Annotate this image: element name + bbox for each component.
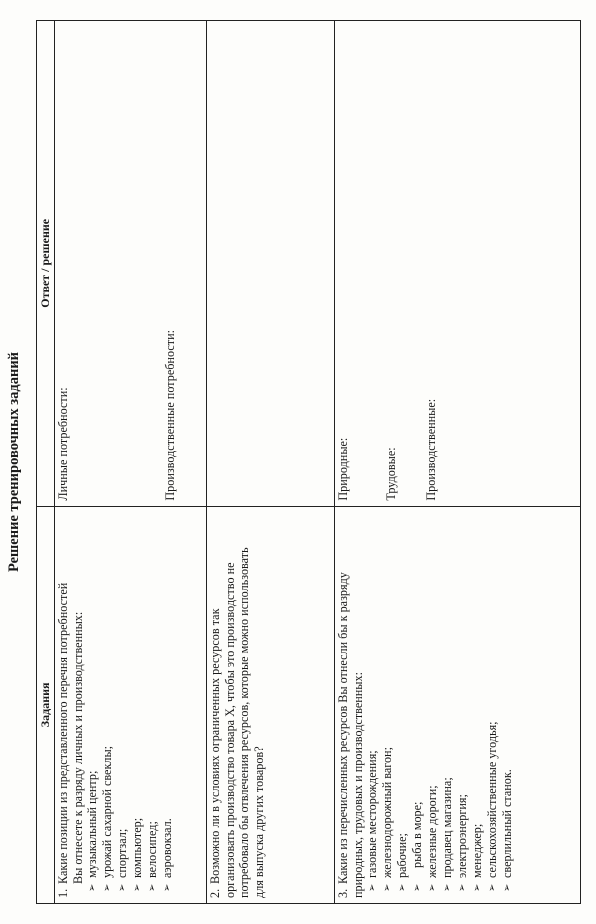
- answer-label: Природные:: [335, 437, 350, 501]
- arrow-bullet-icon: ➢: [132, 883, 144, 892]
- arrow-bullet-icon: ➢: [162, 883, 174, 892]
- answer-label: Производственные потребности:: [162, 330, 177, 501]
- question-line: Какие позиции из представленного перечня потребностей: [55, 582, 70, 884]
- arrow-bullet-icon: ➢: [502, 883, 514, 892]
- question-line: для выпуска других товаров?: [252, 746, 267, 898]
- list-item: ➢ сверлильный станок.: [500, 769, 515, 892]
- list-item: ➢ продавец магазина;: [440, 777, 455, 892]
- answer-cell: [54, 21, 206, 507]
- arrow-bullet-icon: ➢: [412, 883, 424, 892]
- table-row: [54, 21, 206, 904]
- table-row: [334, 21, 580, 904]
- question-line: Возможно ли в условиях ограниченных ресурсов так: [207, 608, 222, 884]
- task-cell: [206, 506, 334, 903]
- list-item: ➢ аэровокзал.: [160, 818, 175, 892]
- header-task: Задания: [37, 506, 55, 903]
- list-item: ➢ менеджер;: [470, 823, 485, 892]
- header-answer: Ответ / решение: [37, 21, 55, 507]
- page-title: Решение тренировочных заданий: [6, 351, 22, 573]
- tasks-table: [36, 20, 581, 904]
- arrow-bullet-icon: ➢: [457, 883, 469, 892]
- task-question: [56, 512, 86, 898]
- list-item: ➢ спортзал;: [115, 828, 130, 892]
- list-item: ➢ электроэнергия;: [455, 794, 470, 892]
- answer-label: Личные потребности:: [55, 387, 70, 501]
- question-line: организовать производство товара X, чтобы это производство не: [222, 562, 237, 898]
- options-list: [85, 512, 175, 898]
- list-item: ➢ урожай сахарной свеклы;: [100, 745, 115, 892]
- arrow-bullet-icon: ➢: [102, 883, 114, 892]
- arrow-bullet-icon: ➢: [427, 883, 439, 892]
- list-item: ➢ железные дороги;: [425, 785, 440, 892]
- task-number: 1.: [55, 888, 70, 898]
- list-item: ➢ железнодорожный вагон;: [380, 747, 395, 892]
- answer-cell: [334, 21, 580, 507]
- question-line: Вы отнесете к разряду личных и производственных:: [70, 611, 85, 884]
- arrow-bullet-icon: ➢: [87, 883, 99, 892]
- list-item: ➢ музыкальный центр;: [85, 770, 100, 892]
- arrow-bullet-icon: ➢: [367, 883, 379, 892]
- question-line: Какие из перечисленных ресурсов Вы отнесли бы к разряду: [335, 572, 350, 884]
- table-row: [206, 21, 334, 904]
- arrow-bullet-icon: ➢: [382, 883, 394, 892]
- arrow-bullet-icon: ➢: [487, 883, 499, 892]
- arrow-bullet-icon: ➢: [117, 883, 129, 892]
- answer-cell: [206, 21, 334, 507]
- arrow-bullet-icon: ➢: [397, 883, 409, 892]
- answer-label: Производственные:: [424, 398, 439, 501]
- task-cell: [54, 506, 206, 903]
- list-item: ➢ рабочие;: [395, 833, 410, 892]
- task-number: 3.: [335, 888, 350, 898]
- list-item: ➢ газовые месторождения;: [365, 750, 380, 892]
- question-line: природных, трудовых и производственных:: [350, 672, 365, 898]
- list-item: ➢ рыба в море;: [410, 801, 425, 892]
- arrow-bullet-icon: ➢: [147, 883, 159, 892]
- task-cell: [334, 506, 580, 903]
- arrow-bullet-icon: ➢: [472, 883, 484, 892]
- question-line: потребовало бы отвлечения ресурсов, которые можно использовать: [237, 547, 252, 898]
- list-item: ➢ компьютер;: [130, 817, 145, 892]
- task-question: [208, 512, 268, 898]
- table-header-row: [37, 21, 55, 904]
- task-question: [336, 512, 366, 898]
- list-item: ➢ велосипед;: [145, 821, 160, 892]
- task-number: 2.: [207, 888, 222, 898]
- answer-label: Трудовые:: [383, 447, 398, 501]
- options-list: [365, 512, 515, 898]
- arrow-bullet-icon: ➢: [442, 883, 454, 892]
- list-item: ➢ сельскохозяйственные угодья;: [485, 721, 500, 892]
